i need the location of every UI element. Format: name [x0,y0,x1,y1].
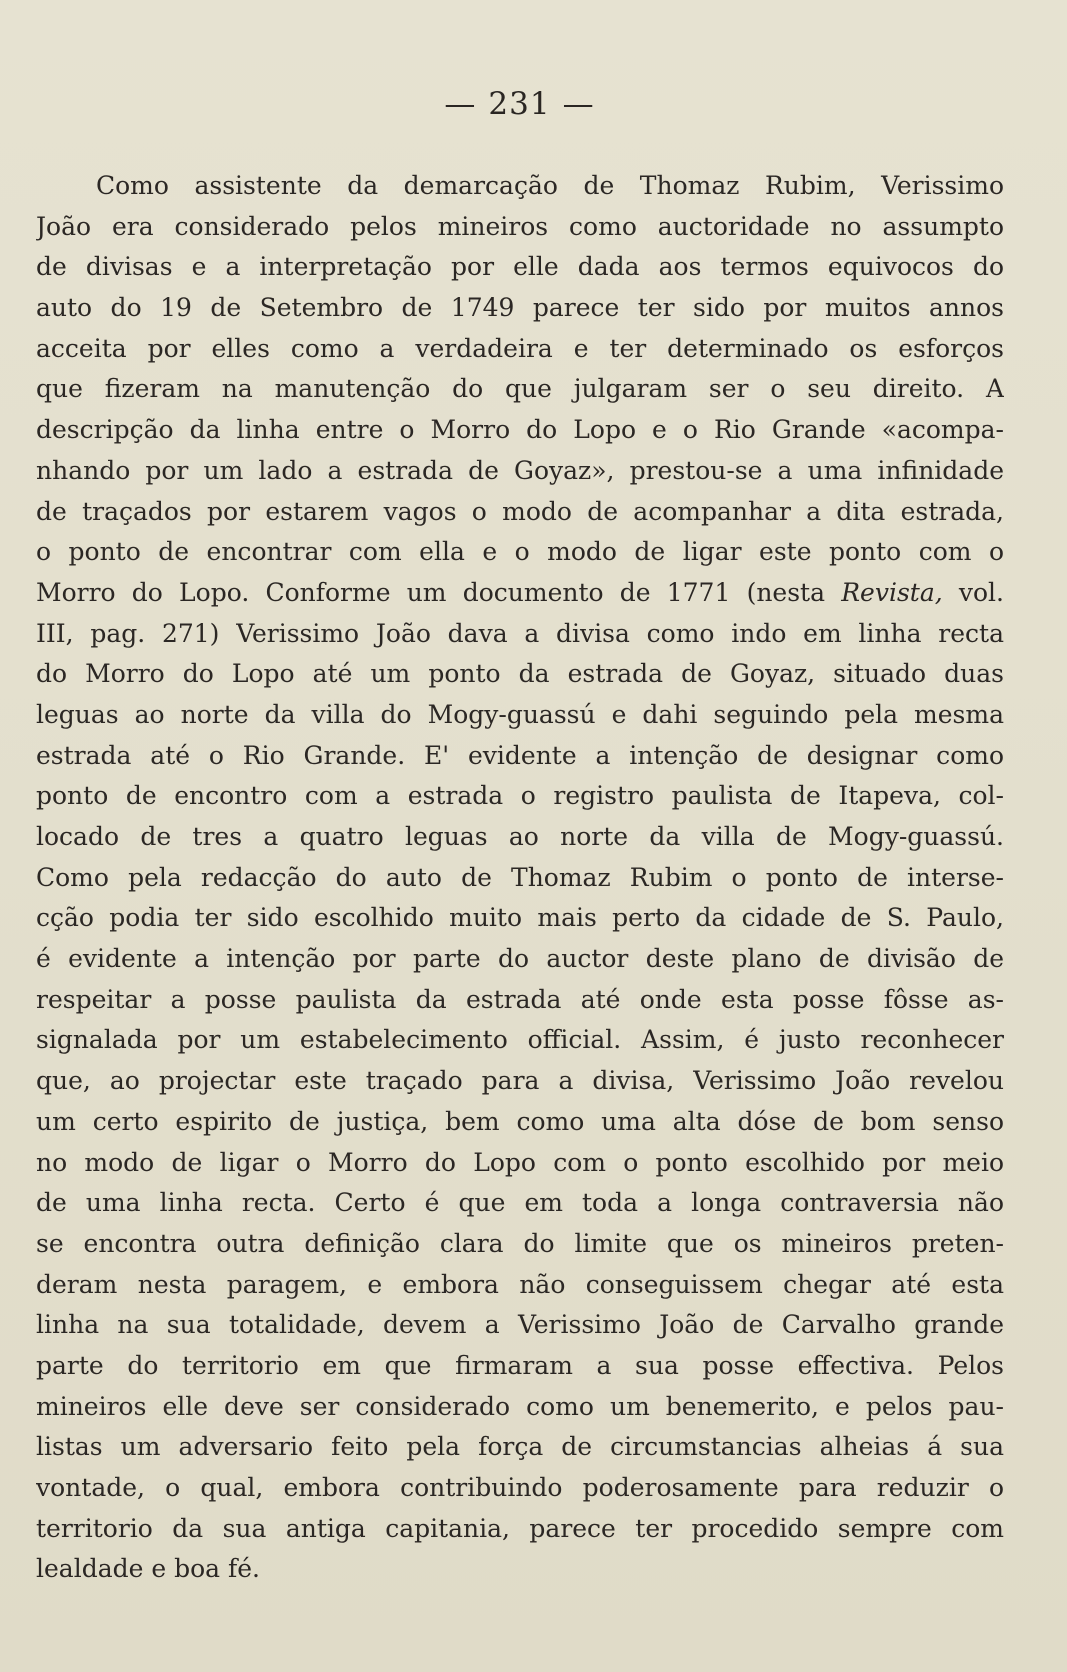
text-line: III, pag. 271) Verissimo João dava a divisa como indo em linha recta [36,618,1004,648]
body-paragraph [36,166,1004,1590]
page-number-dash-right: — [562,86,595,122]
text-line: parte do territorio em que firmaram a sua posse effectiva. Pelos [36,1350,1004,1380]
text-line: acceita por elles como a verdadeira e ter determinado os esforços [36,333,1004,363]
text-line: um certo espirito de justiça, bem como uma alta dóse de bom senso [36,1106,1004,1136]
citation-text-before: Morro do Lopo. Conforme um documento de 1771 (nesta [36,577,842,607]
text-line: de uma linha recta. Certo é que em toda a longa contraversia não [36,1188,1004,1218]
text-line: lealdade e boa fé. [36,1554,260,1584]
text-line: mineiros elle deve ser considerado como um benemerito, e pelos pau- [36,1391,1004,1421]
text-line: locado de tres a quatro leguas ao norte da villa de Mogy-guassú. [36,822,1004,851]
page-number-value: 231 [488,86,551,122]
text-line: cção podia ter sido escolhido muito mais perto da cidade de S. Paulo, [36,903,1004,933]
text-line: signalada por um estabelecimento official. Assim, é justo reconhecer [36,1025,1004,1055]
text-line: respeitar a posse paulista da estrada até onde esta posse fôsse as- [36,984,1004,1014]
page-number-dash-left: — [444,86,477,122]
text-line: territorio da sua antiga capitania, parece ter procedido sempre com [36,1513,1004,1543]
text-line: de traçados por estarem vagos o modo de acompanhar a dita estrada, [36,496,1004,526]
text-line: ponto de encontro com a estrada o registro paulista de Itapeva, col- [36,781,1004,811]
text-line: nhando por um lado a estrada de Goyaz», prestou-se a uma infinidade [36,455,1004,485]
text-line: listas um adversario feito pela força de circumstancias alheias á sua [36,1432,1004,1462]
text-line: se encontra outra definição clara do limite que os mineiros preten- [36,1228,1004,1258]
text-line: do Morro do Lopo até um ponto da estrada de Goyaz, situado duas [36,659,1004,689]
text-line: auto do 19 de Setembro de 1749 parece ter sido por muitos annos [36,293,1004,323]
text-line: de divisas e a interpretação por elle dada aos termos equivocos do [36,252,1004,282]
text-line: no modo de ligar o Morro do Lopo com o ponto escolhido por meio [36,1147,1004,1177]
text-line: é evidente a intenção por parte do auctor deste plano de divisão de [36,944,1004,974]
text-line: leguas ao norte da villa do Mogy-guassú e dahi seguindo pela mesma [36,699,1004,729]
text-line: que fizeram na manutenção do que julgaram ser o seu direito. A [36,374,1004,404]
journal-title-italic: Revista, [841,577,943,607]
text-line: o ponto de encontrar com ella e o modo de ligar este ponto com o [36,537,1004,567]
text-line: que, ao projectar este traçado para a divisa, Verissimo João revelou [36,1066,1004,1096]
text-line: Como pela redacção do auto de Thomaz Rubim o ponto de interse- [36,862,1004,892]
text-line: descripção da linha entre o Morro do Lopo e o Rio Grande «acompa- [36,415,1004,445]
citation-text-after: vol. [942,577,1004,607]
text-line: deram nesta paragem, e embora não conseguissem chegar até esta [36,1269,1004,1299]
text-line: estrada até o Rio Grande. E' evidente a intenção de designar como [36,740,1004,770]
text-line: Como assistente da demarcação de Thomaz Rubim, Verissimo [96,171,1004,200]
text-line-with-citation [36,573,1004,614]
page-number [0,86,1053,122]
text-line: João era considerado pelos mineiros como auctoridade no assumpto [36,211,1004,241]
text-line: linha na sua totalidade, devem a Verissimo João de Carvalho grande [36,1310,1004,1340]
text-line: vontade, o qual, embora contribuindo poderosamente para reduzir o [36,1473,1004,1502]
